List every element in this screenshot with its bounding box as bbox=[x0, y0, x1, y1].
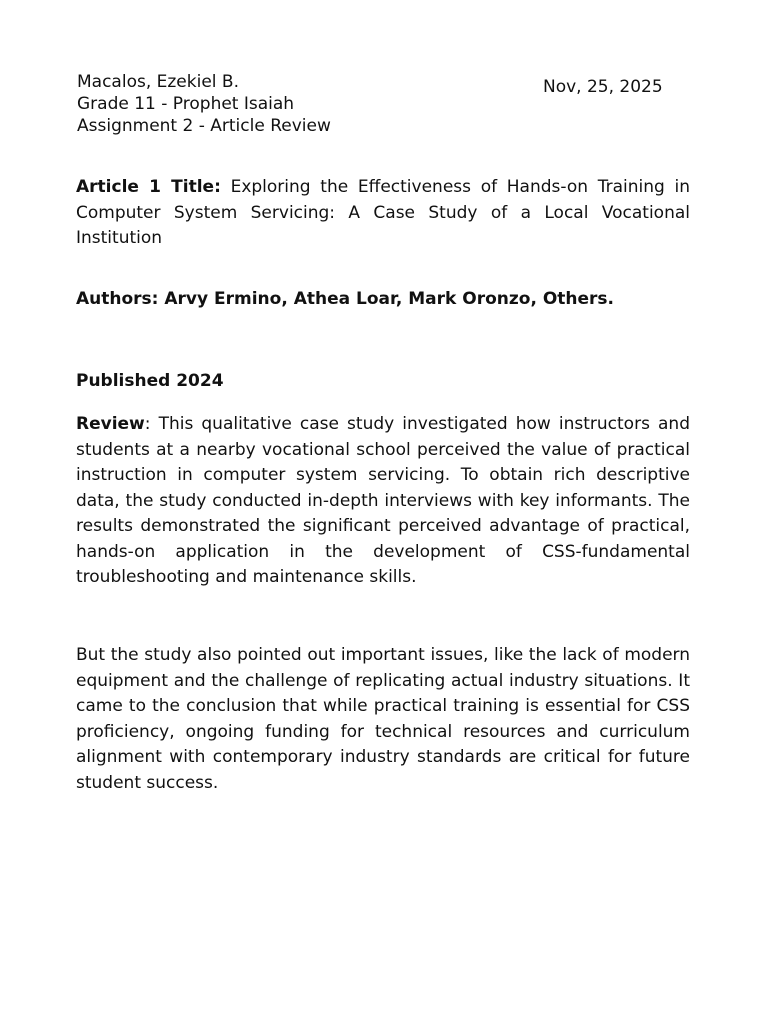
grade-section: Grade 11 - Prophet Isaiah bbox=[77, 94, 295, 114]
review-paragraph-2: But the study also pointed out important issues, like the lack of modern equipment and the challenge of replicating actual industry situations. It came to the conclusion that while practical training is essential for CSS proficiency, ongoing funding for technical resources and curriculum alignment with contemporary industry standards are critical for future student success. bbox=[76, 645, 690, 793]
student-info-header bbox=[77, 71, 331, 137]
review-text-1: : This qualitative case study investigated how instructors and students at a nearby vocational school perceived the value of practical instruction in computer system servicing. To obtain rich descriptive data, the study conducted in-depth interviews with key informants. The results demonstrated the significant perceived advantage of practical, hands-on application in the development of CSS-fundamental troubleshooting and maintenance skills. bbox=[76, 414, 690, 587]
student-name: Macalos, Ezekiel B. bbox=[77, 72, 239, 92]
article-title-label: Article 1 Title: bbox=[76, 177, 221, 197]
submission-date: Nov, 25, 2025 bbox=[543, 77, 663, 97]
authors-line: Authors: Arvy Ermino, Athea Loar, Mark Oronzo, Others. bbox=[76, 289, 614, 309]
article-title-paragraph bbox=[76, 175, 690, 252]
review-paragraph-1 bbox=[76, 412, 690, 591]
assignment-label: Assignment 2 - Article Review bbox=[77, 116, 331, 136]
published-line: Published 2024 bbox=[76, 371, 224, 391]
review-label: Review bbox=[76, 414, 145, 434]
article-title: Exploring the Effectiveness of Hands-on Training in Computer System Servicing: A Case Study of a Local Vocational Institution bbox=[76, 177, 690, 248]
